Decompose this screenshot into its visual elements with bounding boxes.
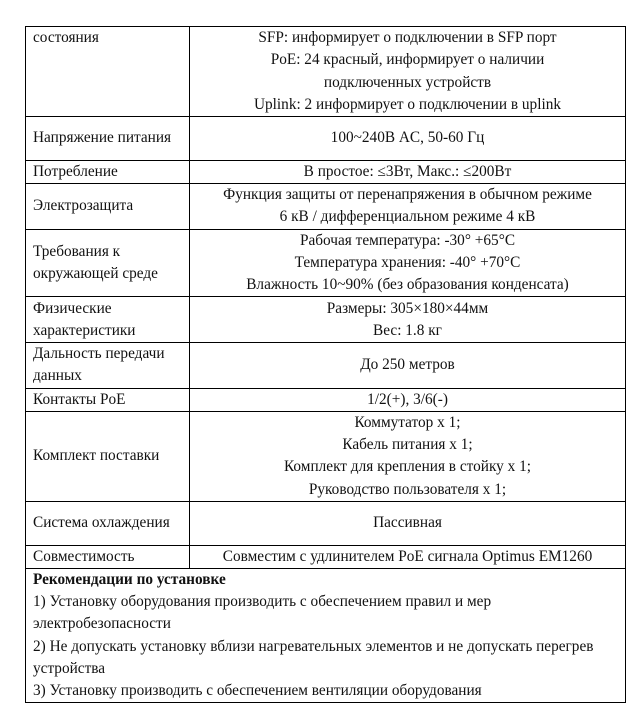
row-label: Электрозащита	[26, 184, 190, 229]
row-physical	[26, 297, 626, 343]
row-label: состояния	[26, 27, 190, 117]
row-environment	[26, 229, 626, 297]
value-line: Размеры: 305×180×44мм	[326, 299, 489, 317]
recommendation-item: 2) Не допускать установку вблизи нагревательных элементов и не допускать перегрев устройства	[33, 637, 594, 677]
row-label: Требования к окружающей среде	[26, 229, 190, 297]
row-value	[190, 297, 626, 343]
value-line: Пассивная	[373, 514, 442, 532]
spec-table	[25, 26, 626, 703]
row-label: Система охлаждения	[26, 501, 190, 545]
value-line: В простое: ≤3Вт, Макс.: ≤200Вт	[303, 163, 512, 180]
row-power-voltage	[26, 117, 626, 161]
row-value	[190, 27, 626, 117]
value-line: подключенных устройств	[323, 73, 492, 91]
value-line: 6 кВ / дифференциальном режиме 4 кВ	[279, 208, 536, 226]
row-poe-contacts	[26, 388, 626, 411]
row-label: Дальность передачи данных	[26, 343, 190, 388]
row-cooling	[26, 501, 626, 545]
value-line: Температура хранения: -40° +70°C	[294, 253, 521, 271]
row-value	[190, 229, 626, 297]
row-value	[190, 411, 626, 501]
row-label: Потребление	[26, 161, 190, 184]
recommendations-cell	[26, 569, 626, 703]
value-line: Комплект для крепления в стойку x 1;	[283, 458, 532, 476]
row-label: Контакты PoE	[26, 388, 190, 411]
row-value	[190, 501, 626, 545]
row-transmission-range	[26, 343, 626, 388]
value-line: Вес: 1.8 кг	[373, 321, 442, 339]
value-line: Коммутатор x 1;	[354, 413, 461, 431]
value-line: Функция защиты от перенапряжения в обычном режиме	[223, 186, 592, 204]
value-line: SFP: информирует о подключении в SFP порт	[258, 29, 557, 47]
value-line: Рабочая температура: -30° +65°C	[299, 231, 516, 249]
row-compatibility	[26, 545, 626, 568]
value-line: Влажность 10~90% (без образования конденсата)	[246, 276, 569, 294]
row-value	[190, 545, 626, 568]
row-consumption	[26, 161, 626, 184]
value-line: Кабель питания x 1;	[342, 436, 473, 454]
value-line: 1/2(+), 3/6(-)	[367, 390, 448, 408]
row-value	[190, 117, 626, 161]
value-line: Совместим с удлинителем PoE сигнала Optimus EM1260	[222, 547, 593, 565]
value-line: PoE: 24 красный, информирует о наличии	[270, 51, 545, 69]
row-value	[190, 343, 626, 388]
row-label: Совместимость	[26, 545, 190, 568]
row-label: Напряжение питания	[26, 117, 190, 161]
value-line: До 250 метров	[360, 356, 455, 374]
recommendations-title: Рекомендации по установке	[33, 571, 226, 589]
recommendation-item: 1) Установку оборудования производить с обеспечением правил и мер электробезопасности	[33, 593, 492, 633]
value-line: Uplink: 2 информирует о подключении в uplink	[253, 95, 561, 113]
value-line: 100~240В AC, 50-60 Гц	[330, 129, 485, 147]
value-line: Руководство пользователя x 1;	[308, 480, 507, 498]
row-recommendations	[26, 569, 626, 703]
row-value	[190, 184, 626, 229]
row-value	[190, 161, 626, 184]
row-value	[190, 388, 626, 411]
row-label: Физические характеристики	[26, 297, 190, 343]
recommendation-item: 3) Установку производить с обеспечением вентиляции оборудования	[33, 682, 482, 700]
row-status-indicators	[26, 27, 626, 117]
row-label: Комплект поставки	[26, 411, 190, 501]
row-package-contents	[26, 411, 626, 501]
row-surge-protection	[26, 184, 626, 229]
